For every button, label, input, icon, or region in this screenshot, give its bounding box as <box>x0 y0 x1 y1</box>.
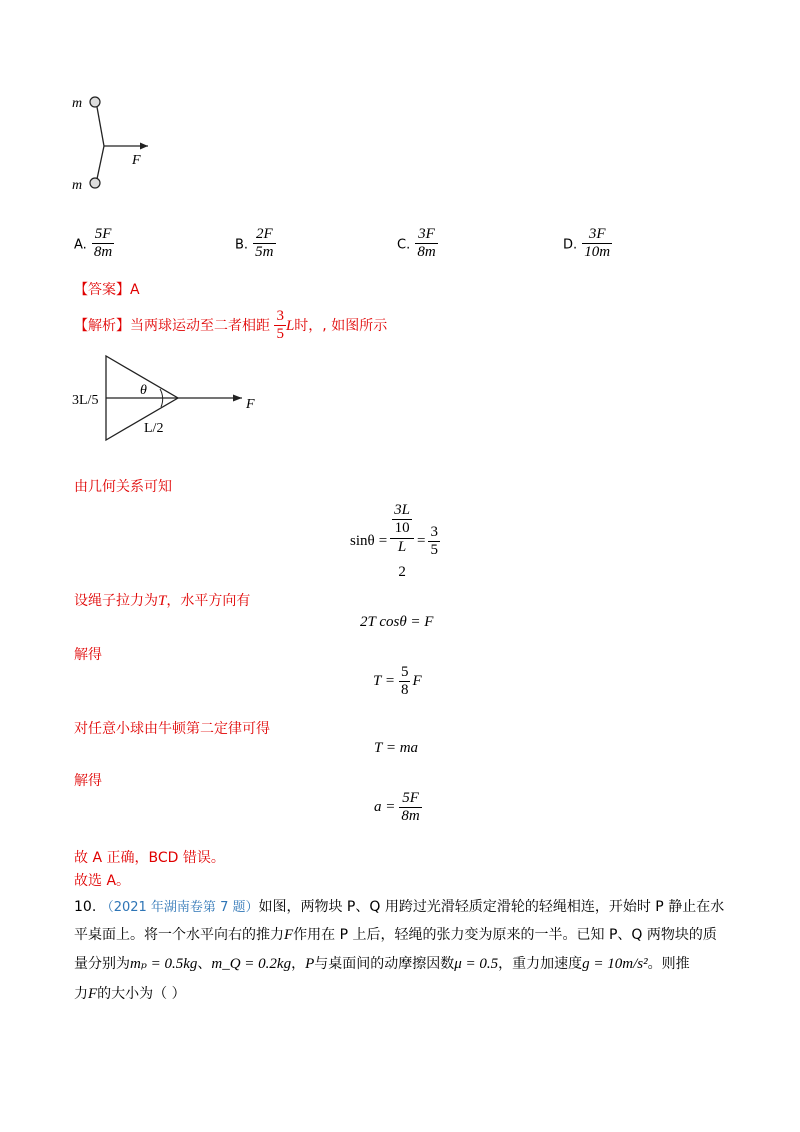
option-a[interactable] <box>74 226 114 262</box>
analysis-tail: 时，, 如图所示 <box>294 317 388 334</box>
sin-rhs-num: 3 <box>430 523 438 540</box>
q10-line-4 <box>74 983 186 1003</box>
option-a-num: 5F <box>94 226 112 242</box>
option-c[interactable] <box>397 226 438 262</box>
sin-rhs-den: 5 <box>430 542 438 558</box>
analysis-frac-num: 3 <box>276 308 284 324</box>
q10-line-2 <box>74 924 717 944</box>
analysis-frac-den: 5 <box>276 326 284 343</box>
sin-outer-num: L <box>397 538 407 555</box>
analysis-lead: 当两球运动至二者相距 <box>130 317 270 334</box>
option-c-den: 8m <box>417 244 436 261</box>
q10-text-3a: 量分别为 <box>74 956 130 972</box>
ball-bottom-icon <box>90 178 100 188</box>
q10-text-2a: 平桌面上。将一个水平向右的推力 <box>74 927 284 943</box>
analysis-var: L <box>285 317 295 334</box>
q10-number: 10. <box>74 899 97 915</box>
force-label: F <box>132 153 141 168</box>
t-rhs: F <box>412 673 422 690</box>
t-den: 8 <box>400 682 409 699</box>
mass-label-bottom: m <box>72 178 83 193</box>
sin-inner-num: 3L <box>394 502 411 518</box>
side-label: 3L/5 <box>72 393 99 408</box>
q10-var-f: F <box>284 927 294 943</box>
sin-outer-den: 2 <box>398 563 406 580</box>
t-num: 5 <box>400 664 409 680</box>
option-c-num: 3F <box>418 226 435 242</box>
option-d-den: 10m <box>584 244 611 261</box>
tension-tail: ，水平方向有 <box>166 593 251 609</box>
option-d-fraction <box>582 226 612 262</box>
answer-value: A <box>130 282 140 298</box>
sin-compound-fraction <box>390 502 414 581</box>
sin-result <box>428 524 440 560</box>
answer-label: 【答案】 <box>74 282 130 298</box>
analysis-label: 【解析】 <box>74 317 130 334</box>
option-c-label: C. <box>397 237 411 253</box>
two-mass-diagram <box>66 90 156 195</box>
q10-sep: 、 <box>197 956 212 972</box>
option-d-label: D. <box>563 237 578 253</box>
acceleration-result <box>374 790 422 826</box>
newton-text: 对任意小球由牛顿第二定律可得 <box>74 721 270 737</box>
triangle-geometry-diagram <box>70 352 270 444</box>
analysis-fraction <box>274 308 286 344</box>
horizontal-equation: 2T cosθ = F <box>360 614 434 630</box>
option-b[interactable] <box>235 226 276 262</box>
q10-text-3d: ，重力加速度 <box>498 956 583 972</box>
q10-text-4a: 力 <box>74 986 88 1002</box>
option-b-label: B. <box>235 237 249 253</box>
option-b-den: 5m <box>255 244 274 261</box>
q10-text-1: 如图，两物块 P、Q 用跨过光滑轻质定滑轮的轻绳相连，开始时 P 静止在水 <box>258 899 725 915</box>
option-a-label: A. <box>74 237 87 253</box>
answer-line <box>74 279 140 299</box>
tension-var: T <box>158 593 167 609</box>
option-a-den: 8m <box>93 244 113 261</box>
angle-label: θ <box>140 383 147 398</box>
q10-var-f2: F <box>88 986 98 1002</box>
solve-text-2: 解得 <box>74 773 102 789</box>
ball-top-icon <box>90 97 100 107</box>
solve-text-1: 解得 <box>74 647 102 663</box>
q10-var-p: P <box>305 956 315 972</box>
a-den: 8m <box>401 808 420 825</box>
option-b-num: 2F <box>255 226 273 242</box>
q10-text-3b: ， <box>291 956 306 972</box>
q10-text-3e: 。则推 <box>647 956 690 972</box>
q10-text-3c: 与桌面间的动摩擦因数 <box>314 956 455 972</box>
a-num: 5F <box>402 790 419 806</box>
tension-lead: 设绳子拉力为 <box>74 593 158 609</box>
q10-source: （2021 年湖南卷第 7 题） <box>100 900 259 915</box>
analysis-line <box>74 308 387 344</box>
q10-text-4b: 的大小为（ ） <box>97 986 186 1002</box>
q10-g: g = 10m/s² <box>582 956 648 972</box>
t-lhs: T = <box>373 673 395 690</box>
tension-text <box>74 590 250 610</box>
q10-mass-q: m_Q = 0.2kg <box>211 956 292 972</box>
newton-equation: T = ma <box>374 740 419 756</box>
q10-mu: μ = 0.5 <box>454 956 499 972</box>
option-b-fraction <box>253 226 275 262</box>
q10-text-2b: 作用在 P 上后，轻绳的张力变为原来的一半。已知 P、Q 两物块的质 <box>293 927 717 943</box>
option-d[interactable] <box>563 226 612 262</box>
tension-result <box>373 664 422 700</box>
conclusion-2: 故选 A。 <box>74 873 131 889</box>
bottom-side-label: L/2 <box>144 421 164 436</box>
sin-inner-den: 10 <box>394 520 410 537</box>
force-label-2: F <box>246 397 255 412</box>
option-c-fraction <box>415 226 437 262</box>
sin-lhs: sinθ <box>350 533 375 549</box>
q10-mass-p: mₚ = 0.5kg <box>130 956 198 972</box>
a-lhs: a = <box>374 799 396 816</box>
geometry-text: 由几何关系可知 <box>74 479 172 495</box>
option-a-fraction <box>92 226 114 262</box>
q10-line-1 <box>74 896 724 916</box>
q10-line-3 <box>74 953 690 973</box>
mass-label-top: m <box>72 96 83 111</box>
option-d-num: 3F <box>588 226 606 242</box>
conclusion-1: 故 A 正确，BCD 错误。 <box>74 850 225 866</box>
sin-equation: sinθ = $\frac{3L}{10}$ L 2 = $\frac{3}{5}$ <box>350 502 438 580</box>
